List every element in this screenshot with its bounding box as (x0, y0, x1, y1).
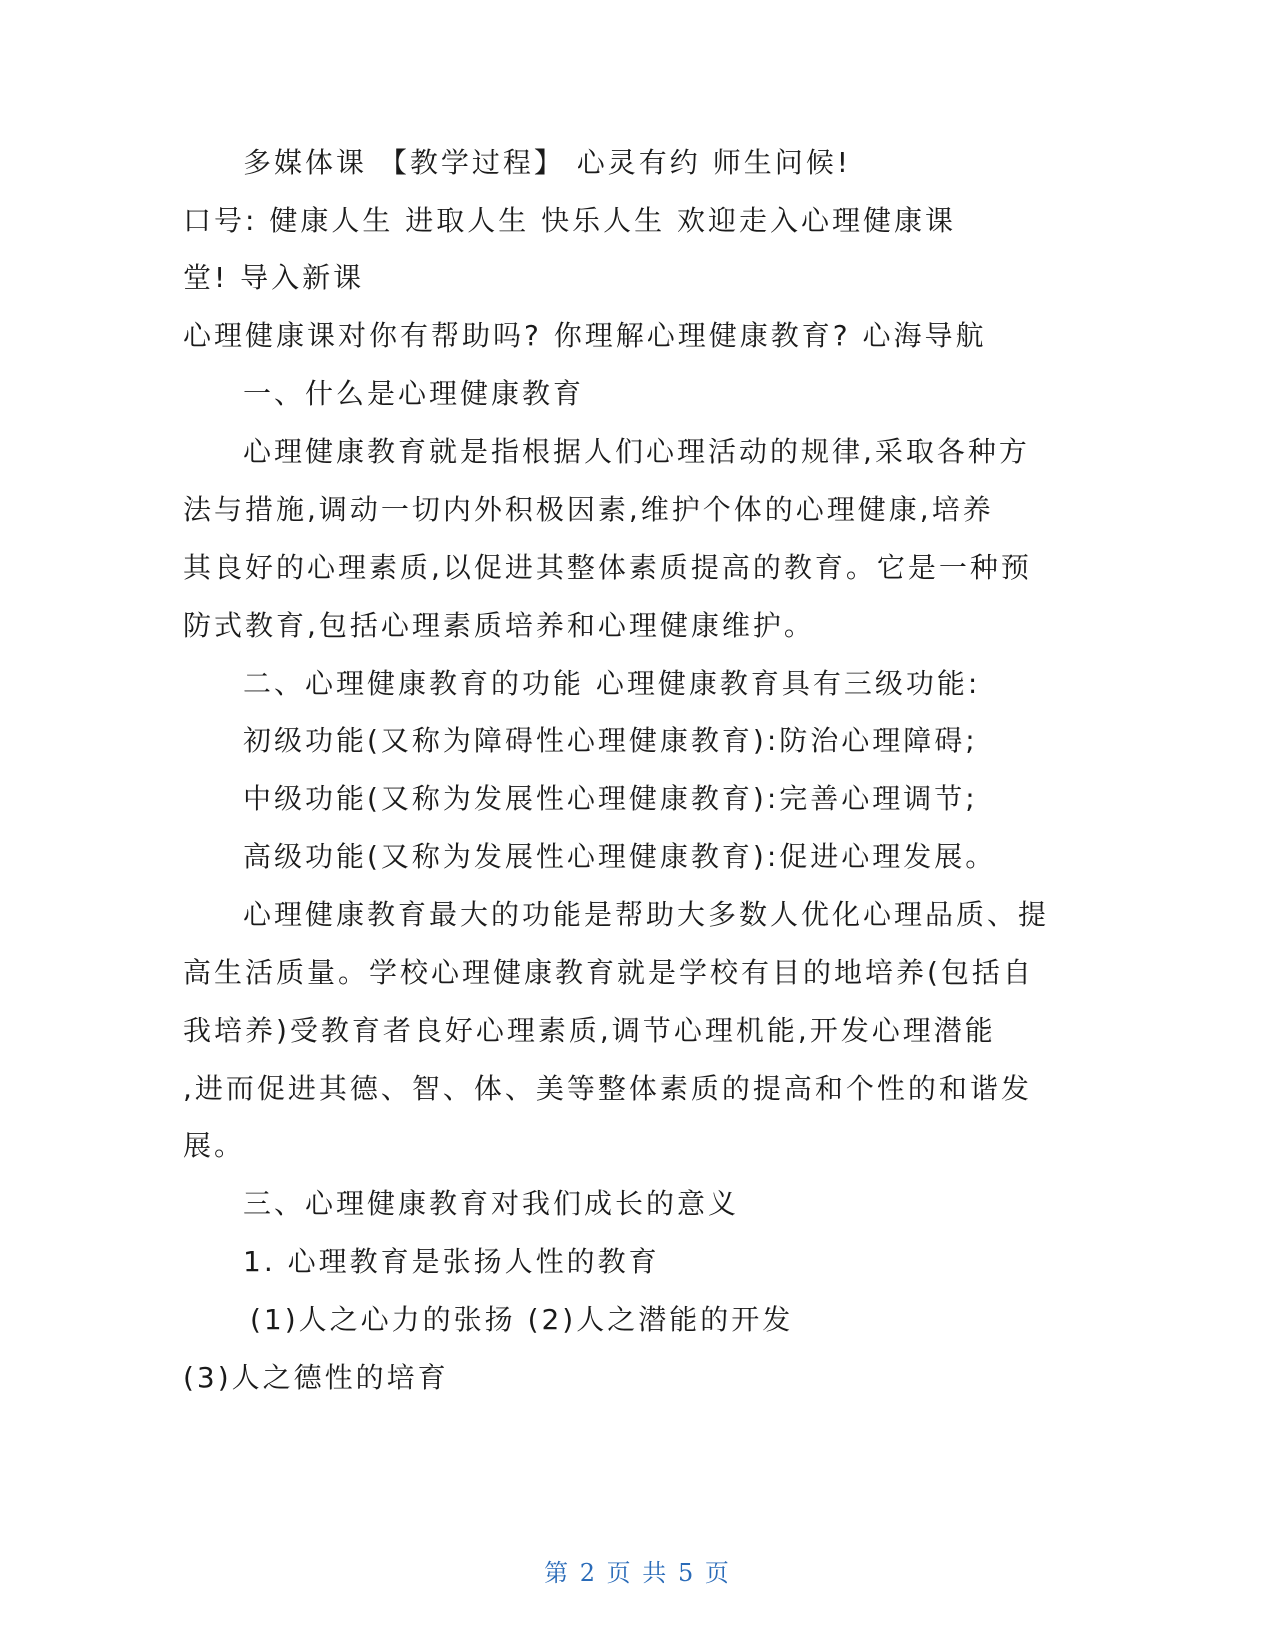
paragraph-line: 防式教育,包括心理素质培养和心理健康维护。 (183, 609, 815, 642)
paragraph-line: 法与措施,调动一切内外积极因素,维护个体的心理健康,培养 (183, 493, 994, 526)
section-heading-2: 二、心理健康教育的功能 心理健康教育具有三级功能: (243, 667, 981, 700)
paragraph-line: 心理健康教育就是指根据人们心理活动的规律,采取各种方 (243, 435, 1030, 468)
function-item-primary: 初级功能(又称为障碍性心理健康教育):防治心理障碍; (243, 724, 978, 757)
function-item-advanced: 高级功能(又称为发展性心理健康教育):促进心理发展。 (243, 840, 997, 873)
text-line-slogan: 口号: 健康人生 进取人生 快乐人生 欢迎走入心理健康课 (183, 204, 957, 237)
text-line-slogan-cont: 堂! 导入新课 (183, 261, 365, 294)
list-item-1: 1. 心理教育是张扬人性的教育 (243, 1245, 660, 1278)
paragraph-line: 展。 (183, 1129, 246, 1162)
text-line-intro: 多媒体课 【教学过程】 心灵有约 师生问候! (243, 146, 851, 179)
text-line-question: 心理健康课对你有帮助吗? 你理解心理健康教育? 心海导航 (183, 319, 987, 352)
paragraph-line: 高生活质量。学校心理健康教育就是学校有目的地培养(包括自 (183, 956, 1034, 989)
section-heading-3: 三、心理健康教育对我们成长的意义 (243, 1187, 740, 1220)
paragraph-line: 其良好的心理素质,以促进其整体素质提高的教育。它是一种预 (183, 551, 1032, 584)
paragraph-line: 心理健康教育最大的功能是帮助大多数人优化心理品质、提 (243, 898, 1050, 931)
sub-list-item-3: (3)人之德性的培育 (183, 1361, 449, 1394)
page-number-footer: 第 2 页 共 5 页 (544, 1559, 731, 1587)
paragraph-line: ,进而促进其德、智、体、美等整体素质的提高和个性的和谐发 (183, 1072, 1032, 1105)
paragraph-line: 我培养)受教育者良好心理素质,调节心理机能,开发心理潜能 (183, 1014, 996, 1047)
function-item-intermediate: 中级功能(又称为发展性心理健康教育):完善心理调节; (243, 782, 978, 815)
sub-list-items: (1)人之心力的张扬 (2)人之潜能的开发 (250, 1303, 794, 1336)
section-heading-1: 一、什么是心理健康教育 (243, 377, 585, 410)
